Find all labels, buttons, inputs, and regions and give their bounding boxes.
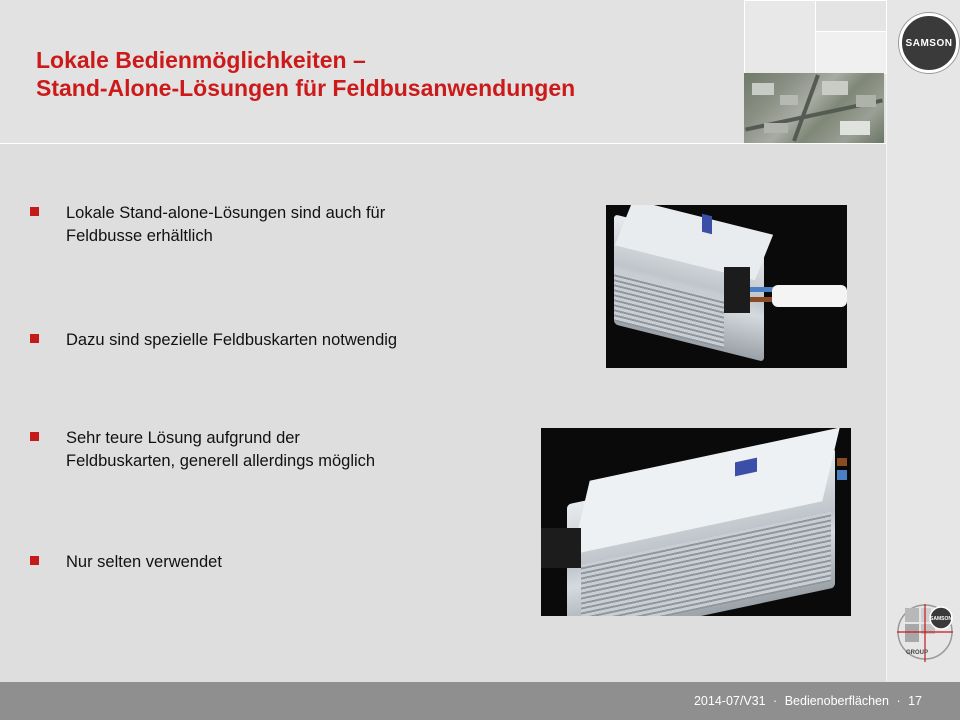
bullet-square-icon xyxy=(30,207,39,216)
page-number: 17 xyxy=(908,694,922,708)
device-photo-2 xyxy=(541,428,851,616)
right-panel xyxy=(886,0,960,682)
device-photo-1 xyxy=(606,205,847,368)
samson-logo xyxy=(899,13,959,73)
footer-section: Bedienoberflächen xyxy=(784,694,889,708)
decor-square xyxy=(815,0,887,32)
footer-separator: · xyxy=(896,694,901,708)
group-logo-text: GROUP xyxy=(905,650,929,656)
samson-group-logo xyxy=(895,598,955,668)
bullet-text: Nur selten verwendet xyxy=(66,553,222,571)
bullet-square-icon xyxy=(30,432,39,441)
bullet-square-icon xyxy=(30,556,39,565)
title-line-1: Lokale Bedienmöglichkeiten – xyxy=(36,47,366,73)
aerial-photo xyxy=(744,73,884,143)
footer-text xyxy=(692,694,924,708)
bullet-text: Sehr teure Lösung aufgrund der Feldbuskarten, generell allerdings möglich xyxy=(66,429,376,470)
bullet-square-icon xyxy=(30,334,39,343)
slide-title xyxy=(36,46,716,102)
bullet-text: Dazu sind spezielle Feldbuskarten notwendig xyxy=(66,331,398,349)
footer-version: 2014-07/V31 xyxy=(693,694,766,708)
decor-square xyxy=(744,0,816,74)
samson-logo-text: SAMSON xyxy=(905,37,953,49)
group-logo-samson-text: SAMSON xyxy=(930,616,952,622)
bullet-text: Lokale Stand-alone-Lösungen sind auch für Feldbusse erhältlich xyxy=(66,204,386,245)
title-line-2: Stand-Alone-Lösungen für Feldbusanwendungen xyxy=(36,75,576,101)
footer-separator: · xyxy=(773,694,778,708)
